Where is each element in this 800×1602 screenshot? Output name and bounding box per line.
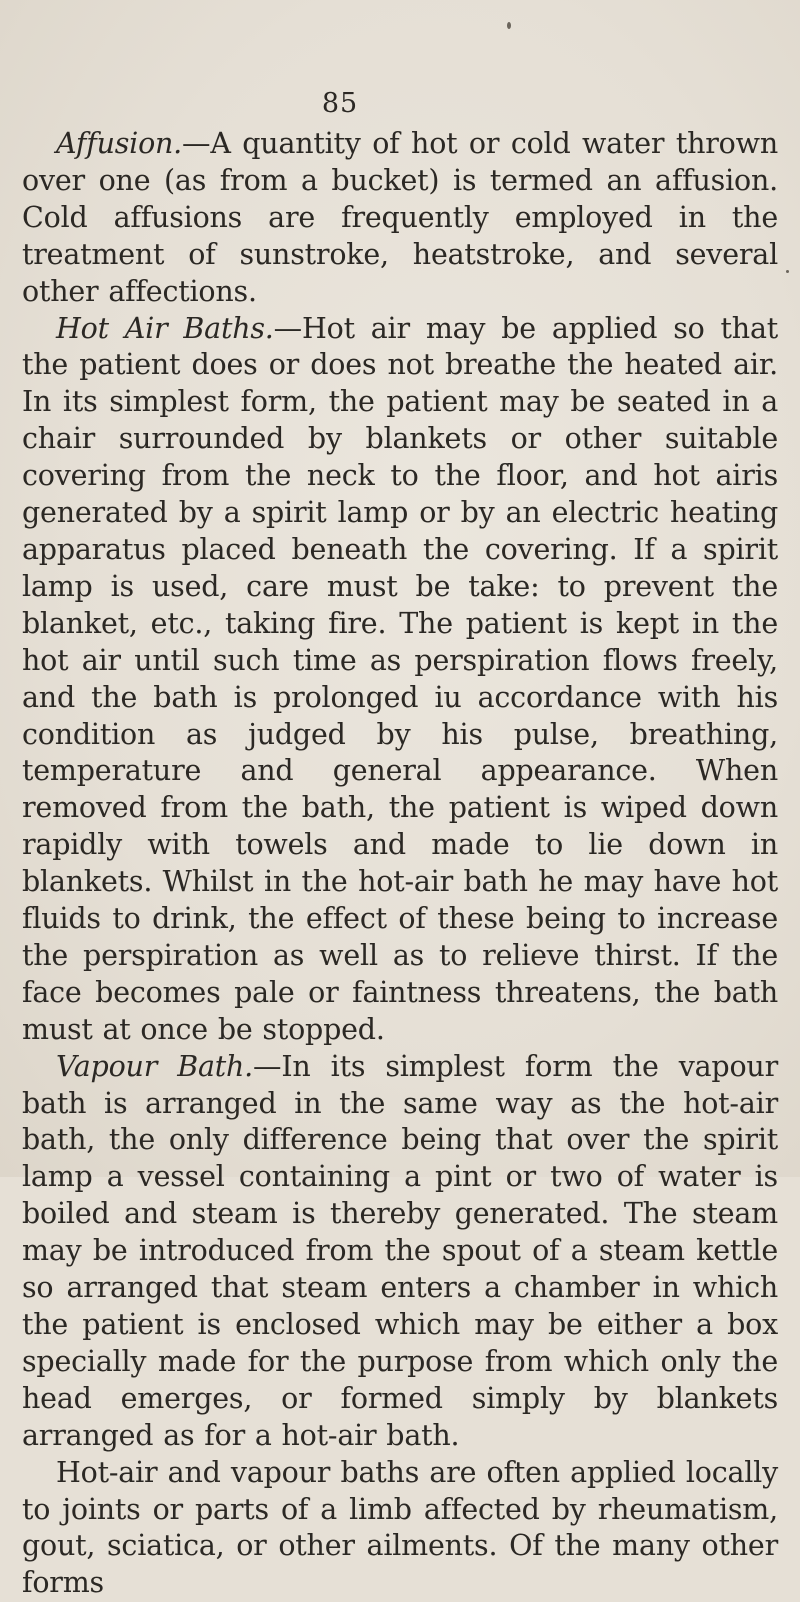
paragraph-text: —In its simplest form the vapour bath is arranged in the same way as the hot-air bath, the only difference being that over the spirit lamp a vessel containing a pint or two of water is boiled and steam is thereby generated. The steam may be introduced from the spout of a steam kettle so arranged that steam enters a chamber in which the patient is enclosed which may be either a box specially made for the purpose from which only the head emerges, or formed simply by blankets arranged as for a hot-air bath. [22, 1049, 778, 1452]
ink-speck [507, 22, 511, 29]
section-heading-vapour-bath: Vapour Bath. [56, 1049, 254, 1083]
page-number: 85 [321, 88, 359, 119]
section-heading-hot-air-baths: Hot Air Baths. [56, 311, 274, 345]
paragraph-affusion [22, 126, 778, 311]
ink-speck [786, 270, 789, 273]
body-text [22, 126, 778, 1602]
section-heading-affusion: Affusion. [56, 127, 183, 160]
paragraph-hot-air-baths [22, 311, 778, 1049]
paragraph-vapour-bath [22, 1049, 778, 1455]
paragraph-local-baths [22, 1455, 778, 1602]
paragraph-text: —Hot air may be applied so that the patient does or does not breathe the heated air. In its simplest form, the patient may be seated in a chair surrounded by blankets or other suitable covering from the neck to the floor, and hot airis generated by a spirit lamp or by an electric heating apparatus placed beneath the covering. If a spirit lamp is used, care must be take: to prevent the blanket, etc., taking fire. The patient is kept in the hot air until such time as perspiration flows freely, and the bath is prolonged iu accordance with his condition as judged by his pulse, breathing, temperature and general appearance. When removed from the bath, the patient is wiped down rapidly with towels and made to lie down in blankets. Whilst in the hot-air bath he may have hot fluids to drink, the effect of these being to increase the perspiration as well as to relieve thirst. If the face becomes pale or faintness threatens, the bath must at once be stopped. [22, 311, 778, 1046]
paragraph-text: —A quantity of hot or cold water thrown over one (as from a bucket) is termed an affusion. Cold affusions are frequently employed in the treatment of sunstroke, heatstroke, and several other affections. [22, 127, 778, 308]
paragraph-text: Hot-air and vapour baths are often applied locally to joints or parts of a limb affected by rheumatism, gout, sciatica, or other ailments. Of the many other forms [22, 1455, 778, 1600]
